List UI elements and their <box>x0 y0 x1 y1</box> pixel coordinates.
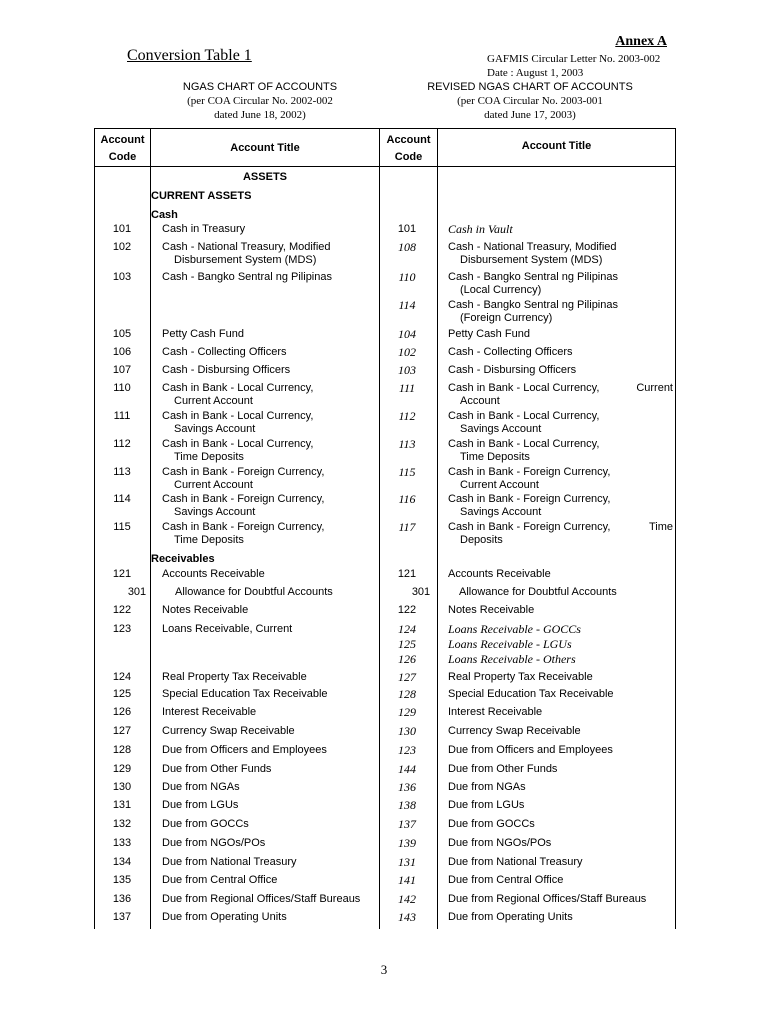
old-account-code: 126 <box>112 706 132 718</box>
new-account-code: 113 <box>398 437 416 451</box>
old-account-title: Due from NGAs <box>162 781 240 793</box>
left-chart-header <box>170 80 350 122</box>
new-account-title: Cash in Bank - Local Currency, <box>448 410 600 422</box>
new-account-title: Cash in Bank - Foreign Currency, <box>448 493 611 505</box>
old-account-title: Cash in Bank - Local Currency, <box>162 438 314 450</box>
old-account-code: 124 <box>112 671 132 683</box>
new-account-code: 127 <box>398 670 416 684</box>
right-chart-name: REVISED NGAS CHART OF ACCOUNTS <box>427 81 633 93</box>
new-account-title: Special Education Tax Receivable <box>448 688 614 700</box>
new-account-code: 114 <box>398 298 416 312</box>
new-account-code: 123 <box>398 743 416 757</box>
new-account-code: 102 <box>398 345 416 359</box>
left-chart-date: dated June 18, 2002) <box>214 109 306 121</box>
old-account-title: Cash - Bangko Sentral ng Pilipinas <box>162 271 332 283</box>
new-account-title-fragment: Time <box>648 521 673 533</box>
old-account-title: Interest Receivable <box>162 706 257 718</box>
old-account-title: Allowance for Doubtful Accounts <box>175 586 333 598</box>
new-account-code: 104 <box>398 327 416 341</box>
old-account-code: 125 <box>112 688 132 700</box>
new-account-code: 101 <box>397 223 417 235</box>
old-account-title: Current Account <box>174 395 253 407</box>
left-code-header <box>95 132 150 166</box>
document-title: Conversion Table 1 <box>127 47 252 64</box>
new-account-title: Cash - Collecting Officers <box>448 346 573 358</box>
new-account-code: 111 <box>398 381 416 395</box>
section-assets: ASSETS <box>242 171 287 183</box>
old-account-title: Real Property Tax Receivable <box>162 671 307 683</box>
new-account-title: Due from GOCCs <box>448 818 535 830</box>
old-account-code: 122 <box>112 604 132 616</box>
old-account-title: Cash in Bank - Foreign Currency, <box>162 493 325 505</box>
new-account-code: 121 <box>397 568 417 580</box>
old-account-code: 110 <box>113 382 131 394</box>
right-chart-circular: (per COA Circular No. 2003-001 <box>457 95 603 107</box>
new-account-title: Real Property Tax Receivable <box>448 671 593 683</box>
old-account-title: Due from National Treasury <box>162 856 297 868</box>
right-chart-date: dated June 17, 2003) <box>484 109 576 121</box>
old-account-title: Due from NGOs/POs <box>162 837 266 849</box>
new-account-title: Cash - Disbursing Officers <box>448 364 577 376</box>
new-account-code: 116 <box>398 492 416 506</box>
circular-date: Date : August 1, 2003 <box>487 67 584 79</box>
old-account-code: 133 <box>112 837 132 849</box>
new-account-title: Cash in Vault <box>448 222 513 236</box>
new-account-title: Due from National Treasury <box>448 856 583 868</box>
new-account-code: 110 <box>398 270 416 284</box>
new-account-title: Cash - Bangko Sentral ng Pilipinas <box>448 299 618 311</box>
new-account-title: Cash in Bank - Local Currency, <box>448 382 600 394</box>
right-code-header-line1: Account <box>386 134 431 146</box>
new-account-code: 129 <box>398 705 416 719</box>
new-account-code: 108 <box>398 240 416 254</box>
old-account-code: 130 <box>112 781 132 793</box>
old-account-title: Due from Other Funds <box>162 763 272 775</box>
new-account-title: Disbursement System (MDS) <box>460 254 603 266</box>
old-account-code: 123 <box>112 623 132 635</box>
new-account-code: 115 <box>398 465 416 479</box>
new-account-title: Cash in Bank - Foreign Currency, <box>448 521 611 533</box>
old-account-code: 115 <box>113 521 131 533</box>
old-account-code: 103 <box>112 271 132 283</box>
old-account-code: 105 <box>112 328 132 340</box>
new-account-title: Due from LGUs <box>448 799 525 811</box>
old-account-code: 111 <box>113 410 131 422</box>
old-account-code: 131 <box>112 799 132 811</box>
new-account-title: Due from Operating Units <box>448 911 573 923</box>
old-account-code: 102 <box>112 241 132 253</box>
new-account-title: Petty Cash Fund <box>448 328 530 340</box>
new-account-title: Loans Receivable - LGUs <box>448 637 572 651</box>
new-account-code: 125 <box>398 637 416 651</box>
new-account-code: 139 <box>398 836 416 850</box>
page-number: 3 <box>380 962 388 977</box>
old-account-title: Time Deposits <box>174 451 244 463</box>
new-account-code: 141 <box>398 873 416 887</box>
old-account-title: Due from Officers and Employees <box>162 744 327 756</box>
new-account-title: Notes Receivable <box>448 604 535 616</box>
old-account-code: 128 <box>112 744 132 756</box>
old-account-title: Cash in Bank - Foreign Currency, <box>162 466 325 478</box>
old-account-code: 113 <box>113 466 131 478</box>
column-divider <box>150 129 151 929</box>
new-account-code: 122 <box>397 604 417 616</box>
annex-label: Annex A <box>615 34 667 49</box>
circular-letter: GAFMIS Circular Letter No. 2003-002 <box>487 53 661 65</box>
new-account-code: 138 <box>398 798 416 812</box>
new-account-title: Current Account <box>460 479 539 491</box>
new-account-title: Due from Central Office <box>448 874 564 886</box>
circular-info <box>487 52 660 80</box>
old-account-code: 107 <box>112 364 132 376</box>
new-account-title: Savings Account <box>460 423 542 435</box>
old-account-code: 114 <box>113 493 131 505</box>
new-account-code: 142 <box>398 892 416 906</box>
old-account-code: 132 <box>112 818 132 830</box>
column-divider <box>437 129 438 929</box>
left-code-header-line1: Account <box>100 134 145 146</box>
new-account-code: 128 <box>398 687 416 701</box>
old-account-title: Due from Operating Units <box>162 911 287 923</box>
new-account-title: Cash in Bank - Foreign Currency, <box>448 466 611 478</box>
old-account-title: Notes Receivable <box>162 604 249 616</box>
old-account-code: 136 <box>112 893 132 905</box>
old-account-title: Special Education Tax Receivable <box>162 688 328 700</box>
left-chart-circular: (per COA Circular No. 2002-002 <box>187 95 333 107</box>
new-account-title: Due from Officers and Employees <box>448 744 613 756</box>
new-account-code: 144 <box>398 762 416 776</box>
new-account-title: Time Deposits <box>460 451 530 463</box>
new-account-title: (Foreign Currency) <box>460 312 553 324</box>
new-account-code: 126 <box>398 652 416 666</box>
new-account-title: Due from NGAs <box>448 781 526 793</box>
old-account-title: Due from Central Office <box>162 874 278 886</box>
old-account-code: 121 <box>112 568 132 580</box>
right-chart-header <box>420 80 640 122</box>
new-account-title-fragment: Current <box>636 382 673 394</box>
old-account-title: Savings Account <box>174 506 256 518</box>
old-account-code: 135 <box>112 874 132 886</box>
old-account-code: 134 <box>112 856 132 868</box>
left-title-header: Account Title <box>230 142 300 154</box>
new-account-title: (Local Currency) <box>460 284 542 296</box>
new-account-title: Allowance for Doubtful Accounts <box>459 586 617 598</box>
new-account-code: 137 <box>398 817 416 831</box>
old-account-title: Due from Regional Offices/Staff Bureaus <box>162 893 361 905</box>
old-account-code: 127 <box>112 725 132 737</box>
new-account-code: 103 <box>398 363 416 377</box>
new-account-title: Deposits <box>460 534 503 546</box>
right-code-header <box>380 132 437 166</box>
old-account-title: Cash in Bank - Local Currency, <box>162 382 314 394</box>
old-account-title: Cash in Bank - Local Currency, <box>162 410 314 422</box>
old-account-title: Due from LGUs <box>162 799 239 811</box>
new-account-title: Savings Account <box>460 506 542 518</box>
section-cash: Cash <box>151 209 178 221</box>
new-account-code: 136 <box>398 780 416 794</box>
old-account-code: 101 <box>112 223 132 235</box>
new-account-title: Account <box>460 395 500 407</box>
new-account-code: 301 <box>411 586 431 598</box>
new-account-title: Loans Receivable - GOCCs <box>448 622 581 636</box>
old-account-title: Savings Account <box>174 423 256 435</box>
header-divider <box>95 166 675 167</box>
new-account-title: Accounts Receivable <box>448 568 551 580</box>
new-account-code: 117 <box>398 520 416 534</box>
new-account-code: 130 <box>398 724 416 738</box>
old-account-code: 112 <box>113 438 131 450</box>
conversion-table <box>94 128 676 929</box>
old-account-title: Cash in Bank - Foreign Currency, <box>162 521 325 533</box>
new-account-code: 112 <box>398 409 416 423</box>
new-account-title: Cash - National Treasury, Modified <box>448 241 617 253</box>
old-account-title: Current Account <box>174 479 253 491</box>
old-account-title: Cash - Collecting Officers <box>162 346 287 358</box>
new-account-code: 124 <box>398 622 416 636</box>
right-code-header-line2: Code <box>394 151 423 163</box>
old-account-code: 137 <box>112 911 132 923</box>
new-account-title: Interest Receivable <box>448 706 543 718</box>
new-account-title: Cash - Bangko Sentral ng Pilipinas <box>448 271 618 283</box>
new-account-title: Currency Swap Receivable <box>448 725 581 737</box>
old-account-title: Petty Cash Fund <box>162 328 244 340</box>
old-account-title: Cash in Treasury <box>162 223 246 235</box>
new-account-code: 143 <box>398 910 416 924</box>
section-receivables: Receivables <box>151 553 215 565</box>
new-account-title: Loans Receivable - Others <box>448 652 576 666</box>
right-title-header: Account Title <box>521 140 592 152</box>
old-account-code: 106 <box>112 346 132 358</box>
old-account-code: 301 <box>127 586 147 598</box>
section-current-assets: CURRENT ASSETS <box>151 190 252 202</box>
new-account-code: 131 <box>398 855 416 869</box>
old-account-title: Cash - Disbursing Officers <box>162 364 291 376</box>
old-account-title: Cash - National Treasury, Modified <box>162 241 331 253</box>
old-account-title: Accounts Receivable <box>162 568 265 580</box>
old-account-title: Currency Swap Receivable <box>162 725 295 737</box>
old-account-title: Due from GOCCs <box>162 818 249 830</box>
left-code-header-line2: Code <box>108 151 137 163</box>
new-account-title: Due from Other Funds <box>448 763 558 775</box>
old-account-title: Time Deposits <box>174 534 244 546</box>
left-chart-name: NGAS CHART OF ACCOUNTS <box>182 81 338 93</box>
new-account-title: Due from NGOs/POs <box>448 837 552 849</box>
new-account-title: Due from Regional Offices/Staff Bureaus <box>448 893 647 905</box>
old-account-title: Loans Receivable, Current <box>162 623 293 635</box>
old-account-code: 129 <box>112 763 132 775</box>
new-account-title: Cash in Bank - Local Currency, <box>448 438 600 450</box>
old-account-title: Disbursement System (MDS) <box>174 254 317 266</box>
